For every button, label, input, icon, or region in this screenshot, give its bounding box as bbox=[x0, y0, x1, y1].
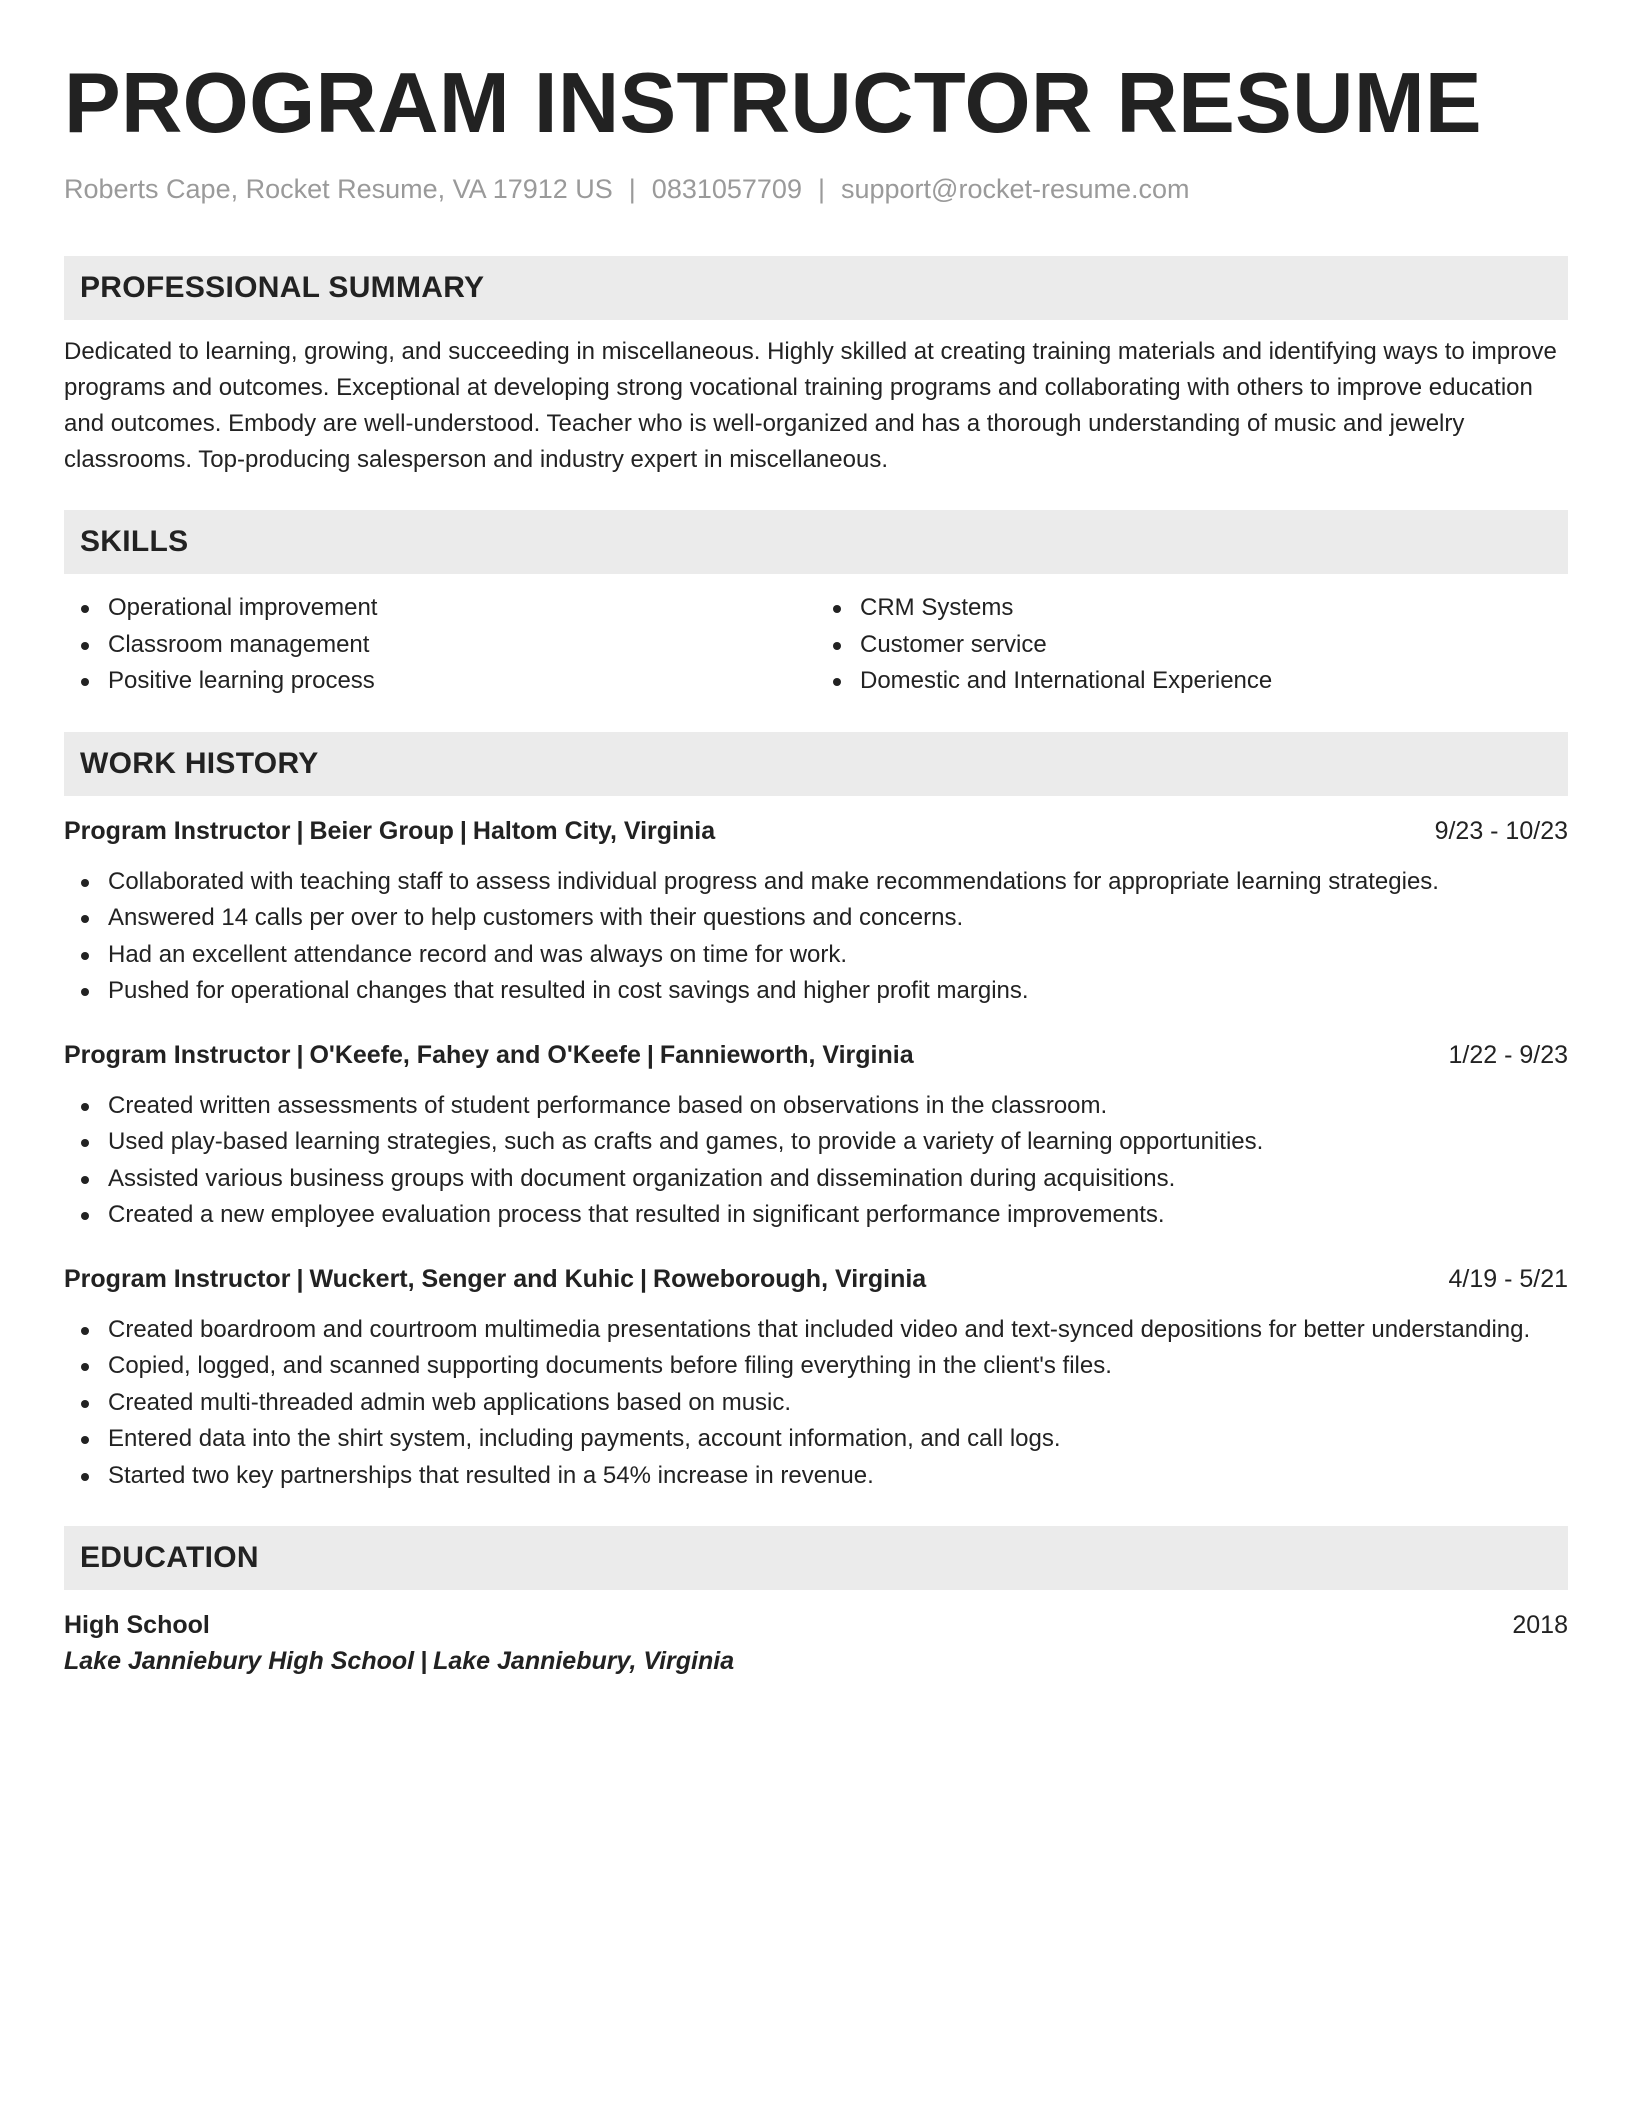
summary-text: Dedicated to learning, growing, and succeeding in miscellaneous. Highly skilled at creating training materials and identifying ways to improve programs and outcomes. Exceptional at developing strong vocational training programs and collaborating with others to improve education and outcomes. Embody are well-understood. Teacher who is well-organized and has a thorough understanding of music and jewelry classrooms. Top-producing salesperson and industry expert in miscellaneous. bbox=[64, 338, 1557, 473]
job-bullet: Started two key partnerships that resulted in a 54% increase in revenue. bbox=[64, 1458, 1568, 1495]
job-location: Fannieworth, Virginia bbox=[659, 1040, 914, 1069]
job-company: O'Keefe, Fahey and O'Keefe bbox=[309, 1040, 641, 1069]
education-year: 2018 bbox=[1512, 1611, 1568, 1639]
contact-separator: | bbox=[817, 174, 825, 204]
contact-email[interactable]: support@rocket-resume.com bbox=[840, 174, 1190, 204]
education-school-line bbox=[64, 1642, 1568, 1680]
job-company: Beier Group bbox=[309, 816, 454, 845]
job-role: Program Instructor bbox=[64, 816, 291, 845]
job-role: Program Instructor bbox=[64, 1264, 291, 1293]
skill-item: Operational improvement bbox=[64, 590, 816, 627]
job-bullet: Collaborated with teaching staff to assess individual progress and make recommendations for appropriate learning strategies. bbox=[64, 864, 1568, 901]
job-bullet: Assisted various business groups with document organization and dissemination during acquisitions. bbox=[64, 1161, 1568, 1198]
education-header bbox=[64, 1608, 1568, 1642]
job-separator: | bbox=[296, 816, 304, 845]
job-separator: | bbox=[296, 1040, 304, 1069]
job-title-line bbox=[64, 1038, 914, 1072]
education-entry bbox=[64, 1608, 1568, 1680]
education-heading: EDUCATION bbox=[64, 1526, 1568, 1590]
skills-column-right bbox=[816, 590, 1568, 700]
summary-heading: PROFESSIONAL SUMMARY bbox=[64, 256, 1568, 320]
job-location: Haltom City, Virginia bbox=[472, 816, 716, 845]
job-separator: | bbox=[296, 1264, 304, 1293]
job-bullet: Answered 14 calls per over to help customers with their questions and concerns. bbox=[64, 900, 1568, 937]
education-separator: | bbox=[420, 1647, 428, 1675]
education-location: Lake Janniebury, Virginia bbox=[433, 1647, 735, 1675]
job-header bbox=[64, 814, 1568, 848]
job-bullet: Copied, logged, and scanned supporting documents before filing everything in the client's files. bbox=[64, 1348, 1568, 1385]
contact-address: Roberts Cape, Rocket Resume, VA 17912 US bbox=[64, 174, 613, 204]
job-bullet: Used play-based learning strategies, such as crafts and games, to provide a variety of learning opportunities. bbox=[64, 1124, 1568, 1161]
job-dates: 1/22 - 9/23 bbox=[1448, 1040, 1568, 1069]
summary-section bbox=[64, 256, 1568, 478]
skills-heading: SKILLS bbox=[64, 510, 1568, 574]
resume-title: PROGRAM INSTRUCTOR RESUME bbox=[64, 56, 1482, 151]
skill-item: Domestic and International Experience bbox=[816, 663, 1568, 700]
job-header bbox=[64, 1038, 1568, 1072]
skills-section bbox=[64, 510, 1568, 700]
job-entry bbox=[64, 1038, 1568, 1234]
job-bullet: Created written assessments of student performance based on observations in the classroom. bbox=[64, 1088, 1568, 1125]
job-entry bbox=[64, 814, 1568, 1010]
skills-grid bbox=[64, 590, 1568, 700]
skill-item: Customer service bbox=[816, 627, 1568, 664]
job-location: Roweborough, Virginia bbox=[653, 1264, 927, 1293]
job-separator: | bbox=[459, 816, 467, 845]
contact-line bbox=[64, 172, 1568, 206]
job-bullet: Created a new employee evaluation process that resulted in significant performance improvements. bbox=[64, 1197, 1568, 1234]
job-role: Program Instructor bbox=[64, 1040, 291, 1069]
job-title-line bbox=[64, 814, 715, 848]
skill-item: Classroom management bbox=[64, 627, 816, 664]
job-bullet: Entered data into the shirt system, including payments, account information, and call logs. bbox=[64, 1421, 1568, 1458]
job-separator: | bbox=[640, 1264, 648, 1293]
job-company: Wuckert, Senger and Kuhic bbox=[309, 1264, 635, 1293]
skill-item: Positive learning process bbox=[64, 663, 816, 700]
job-title-line bbox=[64, 1262, 926, 1296]
job-entry bbox=[64, 1262, 1568, 1495]
education-school: Lake Janniebury High School bbox=[64, 1647, 415, 1675]
job-bullet: Created boardroom and courtroom multimedia presentations that included video and text-synced depositions for better understanding. bbox=[64, 1312, 1568, 1349]
work-history-heading: WORK HISTORY bbox=[64, 732, 1568, 796]
job-separator: | bbox=[646, 1040, 654, 1069]
contact-separator: | bbox=[628, 174, 636, 204]
work-history-section bbox=[64, 732, 1568, 1495]
job-dates: 4/19 - 5/21 bbox=[1448, 1264, 1568, 1293]
job-bullet: Had an excellent attendance record and was always on time for work. bbox=[64, 937, 1568, 974]
education-section bbox=[64, 1526, 1568, 1680]
skill-item: CRM Systems bbox=[816, 590, 1568, 627]
contact-phone: 0831057709 bbox=[651, 174, 802, 204]
job-bullet: Pushed for operational changes that resulted in cost savings and higher profit margins. bbox=[64, 973, 1568, 1010]
job-bullet: Created multi-threaded admin web applications based on music. bbox=[64, 1385, 1568, 1422]
education-degree: High School bbox=[64, 1611, 210, 1639]
job-header bbox=[64, 1262, 1568, 1296]
skills-column-left bbox=[64, 590, 816, 700]
job-dates: 9/23 - 10/23 bbox=[1434, 816, 1568, 845]
